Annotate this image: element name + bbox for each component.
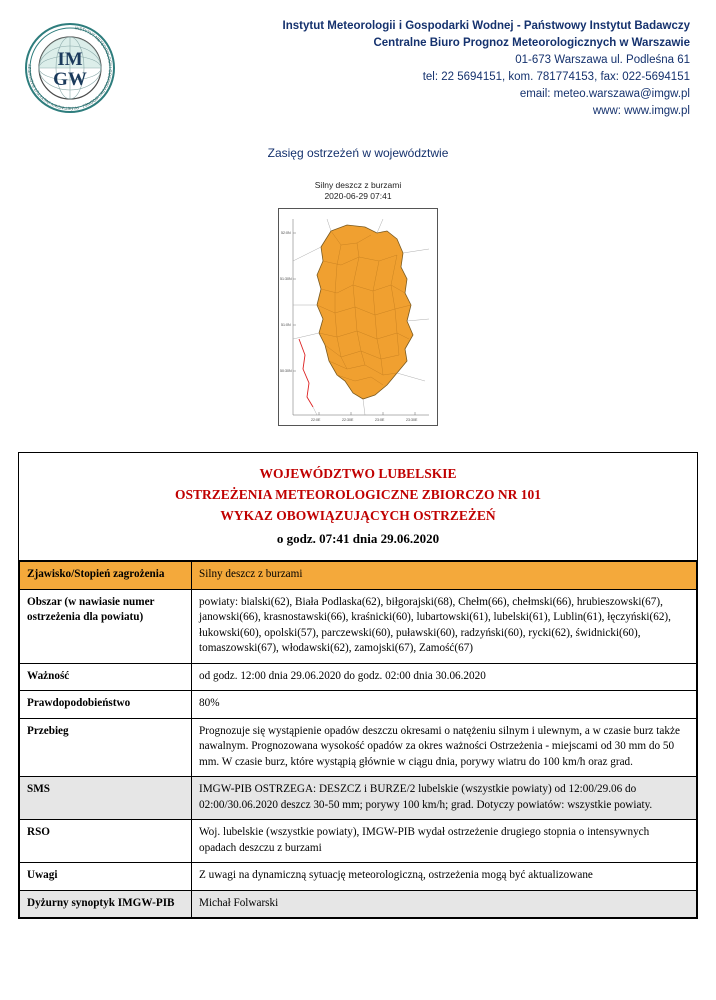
map-section — [0, 146, 716, 426]
header-line-1: Instytut Meteorologii i Gospodarki Wodnej - Państwowy Instytut Badawczy — [282, 20, 690, 32]
header-line-5: email: meteo.warszawa@imgw.pl — [519, 88, 690, 100]
row-label: Ważność — [20, 663, 192, 691]
row-label: SMS — [20, 777, 192, 820]
row-value: Michał Folwarski — [192, 890, 697, 918]
table-row — [20, 663, 697, 691]
document-title-block — [19, 453, 697, 561]
doc-title-line-1: WOJEWÓDZTWO LUBELSKIE — [259, 466, 457, 481]
svg-text:22:30E: 22:30E — [342, 418, 354, 422]
svg-text:GW: GW — [53, 69, 87, 90]
map-title: Zasięg ostrzeżeń w województwie — [267, 146, 449, 160]
header-line-6: www: www.imgw.pl — [592, 105, 690, 117]
svg-text:51:30N: 51:30N — [280, 277, 292, 281]
svg-text:51:0N: 51:0N — [281, 323, 291, 327]
row-label: Dyżurny synoptyk IMGW-PIB — [20, 890, 192, 918]
table-row — [20, 820, 697, 863]
map-timestamp: 2020-06-29 07:41 — [324, 191, 392, 201]
svg-text:IM: IM — [57, 49, 83, 70]
row-label: Uwagi — [20, 863, 192, 891]
row-value: Silny deszcz z burzami — [192, 562, 697, 590]
table-row — [20, 718, 697, 777]
table-row — [20, 890, 697, 918]
row-value: Prognozuje się wystąpienie opadów deszczu okresami o natężeniu silnym i ulewnym, a w czasie burz także nawalnym. Prognozowana wysokość opadów za okres ważności Ostrzeżenia - miejscami od 30 mm do 50 mm. W czasie burz, które wystąpią głównie w ciągu dnia, porywy wiatru do 100 km/h oraz grad. — [192, 718, 697, 777]
row-label: Obszar (w nawiasie numer ostrzeżenia dla powiatu) — [20, 589, 192, 663]
row-value: IMGW-PIB OSTRZEGA: DESZCZ i BURZE/2 lubelskie (wszystkie powiaty) od 12:00/29.06 do 02:00/30.06.2020 deszcz 30-50 mm; porywy 100 km/h; grad. Dotyczy powiatów: wszystkie powiaty. — [192, 777, 697, 820]
table-row — [20, 777, 697, 820]
table-row — [20, 589, 697, 663]
svg-text:50:30N: 50:30N — [280, 369, 292, 373]
doc-title-line-2: OSTRZEŻENIA METEOROLOGICZNE ZBIORCZO NR 101 — [174, 487, 542, 502]
svg-text:52:0N: 52:0N — [281, 231, 291, 235]
doc-title-line-4: o godz. 07:41 dnia 29.06.2020 — [276, 531, 440, 546]
svg-text:23:30E: 23:30E — [406, 418, 418, 422]
warning-table — [18, 452, 698, 919]
row-value: od godz. 12:00 dnia 29.06.2020 do godz. 02:00 dnia 30.06.2020 — [192, 663, 697, 691]
svg-text:22:0E: 22:0E — [311, 418, 321, 422]
row-value: 80% — [192, 691, 697, 719]
table-row — [20, 863, 697, 891]
document-header — [0, 0, 716, 120]
row-value: powiaty: bialski(62), Biała Podlaska(62), biłgorajski(68), Chełm(66), chełmski(66), hrubieszowski(67), janowski(66), krasnostawski(66), kraśnicki(60), lubartowski(61), lubelski(61), Lublin(61), łęczyński(62), łukowski(60), opolski(57), parczewski(60), puławski(60), radzyński(60), rycki(62), świdnicki(60), tomaszowski(67), włodawski(62), zamojski(67), Zamość(67) — [192, 589, 697, 663]
svg-text:INSTYTUT METEOROLOGII I GOSPOD: INSTYTUT METEOROLOGII I GOSPODARKI WODNEJ · PAŃSTWOWY INSTYTUT BADAWCZY · — [26, 25, 114, 112]
svg-text:23:0E: 23:0E — [375, 418, 385, 422]
row-label: Zjawisko/Stopień zagrożenia — [20, 562, 192, 590]
row-label: Prawdopodobieństwo — [20, 691, 192, 719]
row-value: Z uwagi na dynamiczną sytuację meteorologiczną, ostrzeżenia mogą być aktualizowane — [192, 863, 697, 891]
table-row — [20, 562, 697, 590]
header-line-3: 01-673 Warszawa ul. Podleśna 61 — [515, 54, 690, 66]
row-value: Woj. lubelskie (wszystkie powiaty), IMGW-PIB wydał ostrzeżenie drugiego stopnia o intensywnych opadach deszczu z burzami — [192, 820, 697, 863]
header-line-4: tel: 22 5694151, kom. 781774153, fax: 022-5694151 — [422, 71, 690, 83]
doc-title-line-3: WYKAZ OBOWIĄZUJĄCYCH OSTRZEŻEŃ — [220, 508, 496, 523]
header-line-2: Centralne Biuro Prognoz Meteorologicznych w Warszawie — [373, 37, 690, 49]
table-row — [20, 691, 697, 719]
row-label: RSO — [20, 820, 192, 863]
map-phenomenon: Silny deszcz z burzami — [314, 180, 402, 190]
voivodeship-map — [278, 208, 438, 426]
row-label: Przebieg — [20, 718, 192, 777]
imgw-logo — [24, 22, 116, 114]
